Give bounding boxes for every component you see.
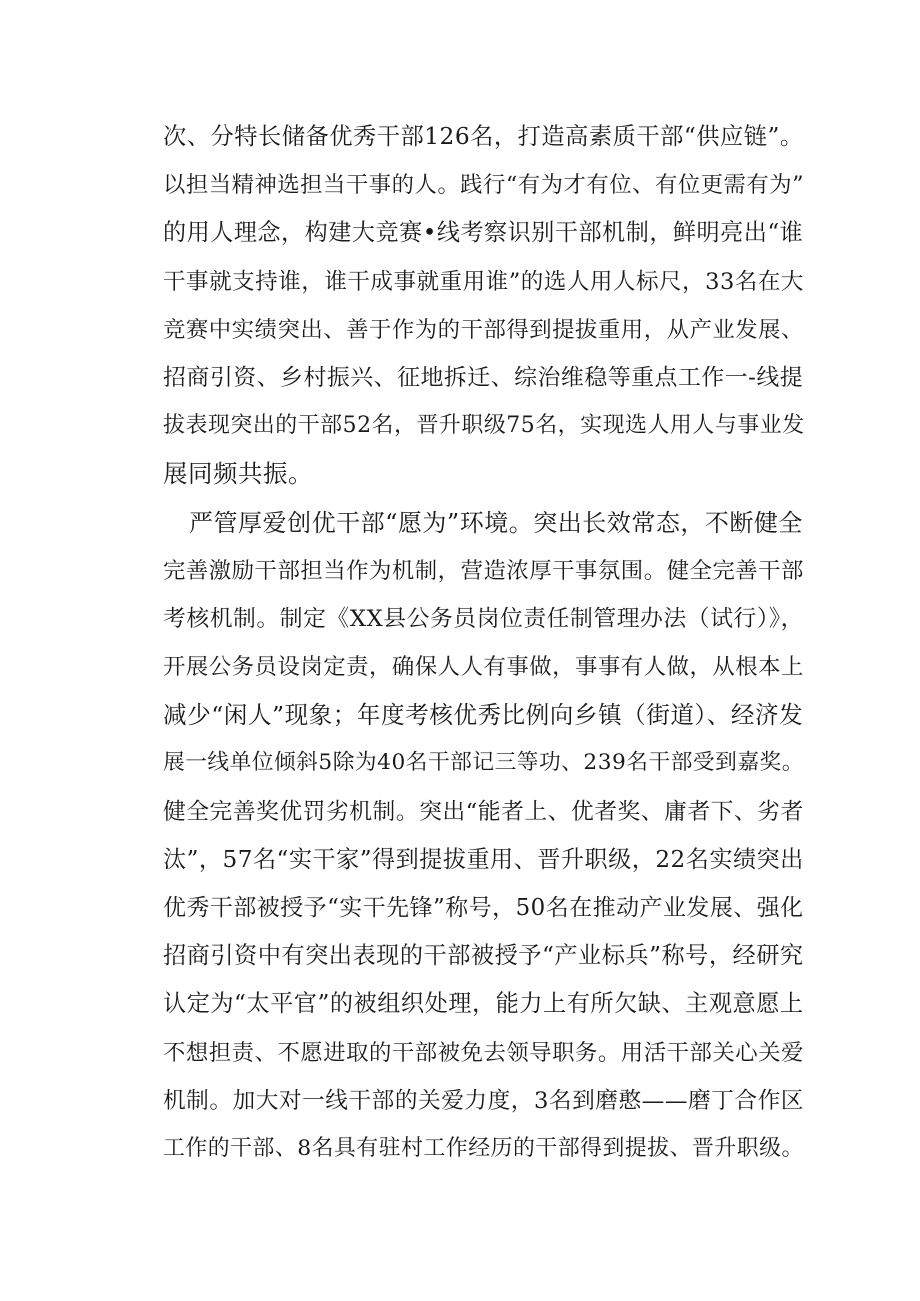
text-line: 招商引资、乡村振兴、征地拆迁、综治维稳等重点工作一-线提 [163,364,804,391]
text-line: 的用人理念，构建大竞赛•线考察识别干部机制，鲜明亮出“谁 [163,220,804,247]
text-line: 不想担责、不愿进取的干部被免去领导职务。用活干部关心关爱 [163,1039,804,1066]
text-line: 健全完善奖优罚劣机制。突出“能者上、优者奖、庸者下、劣者 [163,798,804,825]
text-line: 汰”，57名“实干家”得到提拔重用、晋升职级，22名实绩突出 [163,846,804,873]
text-line: 机制。加大对一线干部的关爱力度，3名到磨憨——磨丁合作区 [163,1087,804,1114]
text-line: 认定为“太平官”的被组织处理，能力上有所欠缺、主观意愿上 [163,990,804,1018]
text-line: 招商引资中有突出表现的干部被授予“产业标兵”称号，经研究 [163,942,804,970]
text-line: 工作的干部、8名具有驻村工作经历的干部得到提拔、晋升职级。 [163,1135,804,1161]
text-line: 竞赛中实绩突出、善于作为的干部得到提拔重用，从产业发展、 [163,316,804,343]
text-line: 拔表现突出的干部52名，晋升职级75名，实现选人用人与事业发 [163,413,805,439]
text-line: 优秀干部被授予“实干先锋”称号，50名在推动产业发展、强化 [163,895,804,921]
text-line: 完善激励干部担当作为机制，营造浓厚干事氛围。健全完善干部 [163,557,804,584]
text-line: 展同频共振。 [163,459,313,489]
document-body [163,113,803,1173]
text-line: 减少“闲人”现象；年度考核优秀比例向乡镇（街道）、经济发 [163,701,804,730]
text-line: 考核机制。制定《XX县公务员岗位责任制管理办法（试行）》， [163,605,804,632]
text-line: 开展公务员设岗定责，确保人人有事做，事事有人做，从根本上 [163,654,804,681]
text-line: 干事就支持谁，谁干成事就重用谁”的选人用人标尺，33名在大 [163,268,804,295]
text-line: 次、分特长储备优秀干部126名，打造高素质干部“供应链”。 [163,123,804,150]
paragraph-first-line: 严管厚爱创优干部“愿为”环境。突出长效常态，不断健全 [189,508,803,537]
text-line: 以担当精神选担当干事的人。践行“有为才有位、有位更需有为” [163,172,805,199]
text-line: 展一线单位倾斜5除为40名干部记三等功、239名干部受到嘉奖。 [163,750,804,776]
